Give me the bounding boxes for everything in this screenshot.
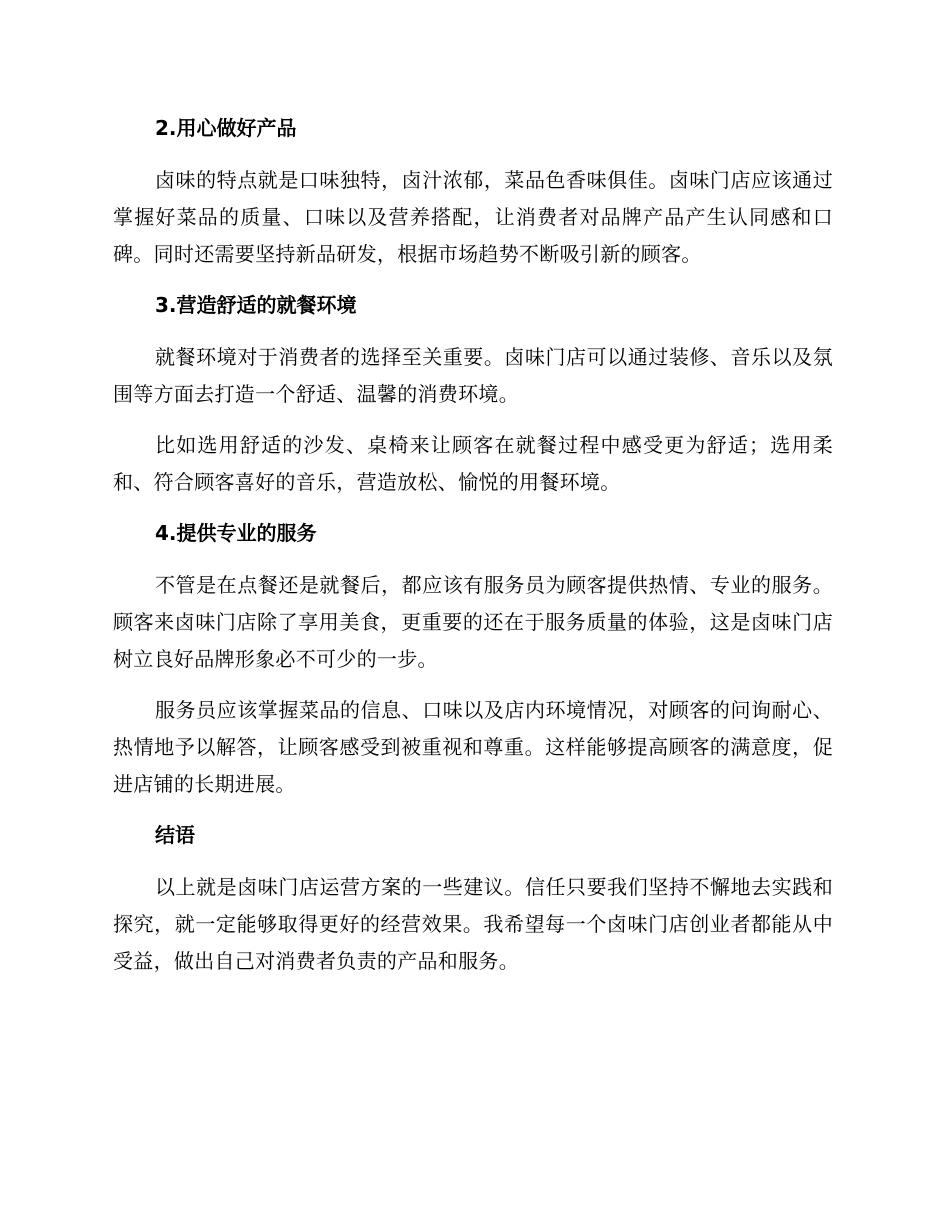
document-body xyxy=(113,110,833,994)
section-heading-service: 4.提供专业的服务 xyxy=(155,521,317,545)
paragraph-environment-2: 比如选用舒适的沙发、桌椅来让顾客在就餐过程中感受更为舒适；选用柔和、符合顾客喜好的音乐，营造放松、愉悦的用餐环境。 xyxy=(113,433,833,494)
paragraph-service-1: 不管是在点餐还是就餐后，都应该有服务员为顾客提供热情、专业的服务。顾客来卤味门店除了享用美食，更重要的还在于服务质量的体验，这是卤味门店树立良好品牌形象必不可少的一步。 xyxy=(113,573,833,671)
paragraph-product: 卤味的特点就是口味独特，卤汁浓郁，菜品色香味俱佳。卤味门店应该通过掌握好菜品的质量、口味以及营养搭配，让消费者对品牌产品产生认同感和口碑。同时还需要坚持新品研发，根据市场趋势不断吸引新的顾客。 xyxy=(113,168,833,266)
section-heading-product: 2.用心做好产品 xyxy=(155,116,297,140)
paragraph-conclusion: 以上就是卤味门店运营方案的一些建议。信任只要我们坚持不懈地去实践和探究，就一定能够取得更好的经营效果。我希望每一个卤味门店创业者都能从中受益，做出自己对消费者负责的产品和服务。 xyxy=(113,875,833,973)
section-heading-conclusion: 结语 xyxy=(155,823,195,847)
paragraph-service-2: 服务员应该掌握菜品的信息、口味以及店内环境情况，对顾客的问询耐心、热情地予以解答，让顾客感受到被重视和尊重。这样能够提高顾客的满意度，促进店铺的长期进展。 xyxy=(113,698,833,796)
section-heading-environment: 3.营造舒适的就餐环境 xyxy=(155,293,357,317)
paragraph-environment-1: 就餐环境对于消费者的选择至关重要。卤味门店可以通过装修、音乐以及氛围等方面去打造一个舒适、温馨的消费环境。 xyxy=(113,345,833,406)
